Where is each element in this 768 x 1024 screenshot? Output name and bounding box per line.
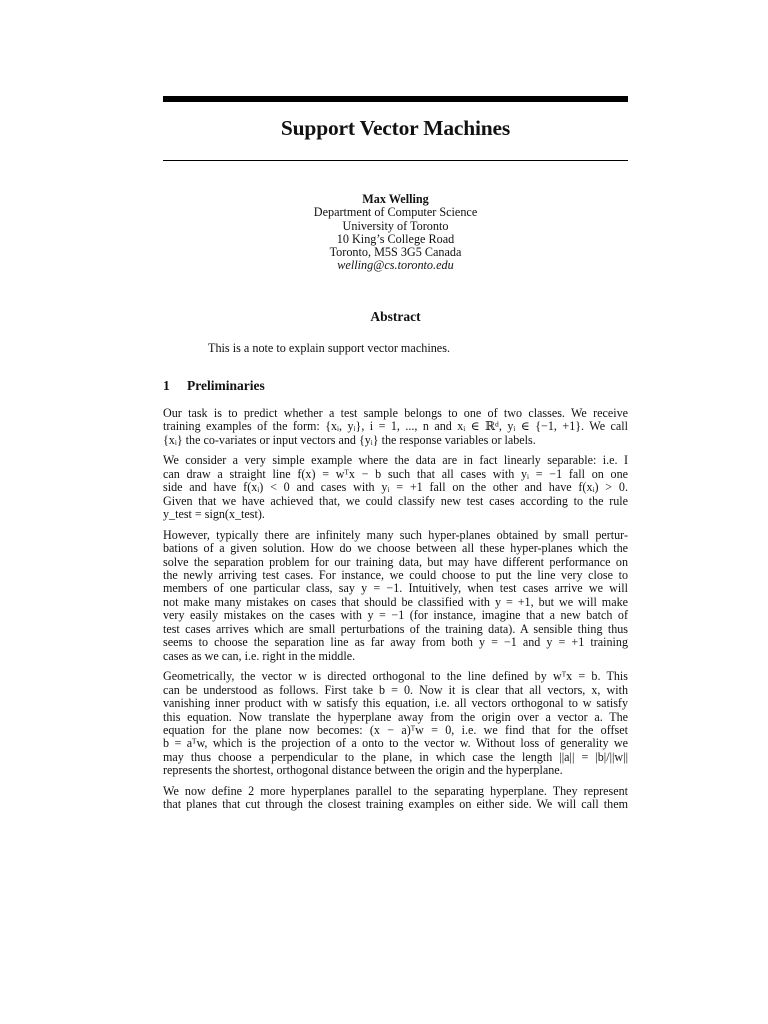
section-title: Preliminaries (187, 378, 265, 393)
text-line: training examples of the form: {xᵢ, yᵢ}, i = 1, ..., n and xᵢ ∈ ℝᵈ, yᵢ ∈ {−1, +1}. We call (163, 419, 628, 434)
text-line: can draw a straight line f(x) = wᵀx − b such that all cases with yᵢ = −1 fall on one (163, 466, 628, 481)
section-body (163, 407, 628, 819)
text-line: We consider a very simple example where the data are in fact linearly separable: i.e. I (163, 453, 628, 468)
text-line: vanishing inner product with w satisfy this equation, i.e. all vectors orthogonal to w satisfy (163, 696, 628, 711)
text-line: However, typically there are infinitely many such hyper-planes obtained by small pertur- (163, 527, 628, 542)
affiliation-line: 10 King’s College Road (336, 231, 455, 246)
text-line: this equation. Now translate the hyperplane away from the origin over a vector a. The (163, 709, 628, 724)
text-line: that planes that cut through the closest training examples on either side. We will call them (163, 797, 628, 812)
text-line: equation for the plane now becomes: (x − a)ᵀw = 0, i.e. we find that for the offset (163, 722, 628, 737)
text-line: test cases arrives which are small perturbations of the training data). A sensible thing thus (163, 621, 628, 636)
abstract-text: This is a note to explain support vector machines. (208, 341, 451, 355)
text-line: seems to choose the separation line as far away from both y = −1 and y = +1 training (163, 635, 628, 650)
text-line: We now define 2 more hyperplanes parallel to the separating hyperplane. They represent (163, 783, 628, 798)
paragraph (163, 529, 628, 664)
paper-title: Support Vector Machines (280, 116, 511, 140)
affiliation-line: Toronto, M5S 3G5 Canada (329, 245, 462, 260)
text-line: bations of a given solution. How do we choose between all these hyper-planes which the (163, 541, 628, 556)
affiliation-line: University of Toronto (342, 218, 449, 233)
text-line: very easily mistakes on the cases with y = −1 (for instance, imagine that a new batch of (163, 608, 628, 623)
paragraph (163, 454, 628, 521)
text-line: may thus choose a perpendicular to the plane, in which case the length ||a|| = |b|/||w|| (163, 749, 628, 764)
text-line: members of one particular class, say y = −1. Intuitively, when test cases arrive we will (163, 581, 628, 596)
paragraph (163, 670, 628, 778)
abstract-heading: Abstract (370, 309, 421, 324)
affiliation-line: Department of Computer Science (313, 205, 478, 220)
section-number: 1 (163, 378, 170, 393)
text-line: Given that we have achieved that, we could classify new test cases according to the rule (163, 493, 628, 508)
text-line: side and have f(xᵢ) < 0 and cases with yᵢ = +1 fall on the other and have f(xᵢ) > 0. (163, 480, 628, 495)
text-line: {xᵢ} the co-variates or input vectors and {yᵢ} the response variables or labels. (163, 432, 536, 447)
text-line: the newly arriving test cases. For instance, we could choose to put the line very close to (163, 567, 628, 582)
text-line: y_test = sign(x_test). (163, 507, 265, 522)
text-line: solve the separation problem for our training data, but may have different performance on (163, 554, 628, 569)
text-line: Geometrically, the vector w is directed orthogonal to the line defined by wᵀx = b. This (163, 669, 628, 684)
text-line: cases as we can, i.e. right in the middle. (163, 648, 356, 663)
text-line: can be understood as follows. First take b = 0. Now it is clear that all vectors, x, with (163, 682, 628, 697)
paragraph (163, 407, 628, 447)
author-block (163, 193, 628, 273)
text-line: represents the shortest, orthogonal distance between the origin and the hyperplane. (163, 763, 563, 778)
author-email: welling@cs.toronto.edu (337, 258, 454, 273)
author-name: Max Welling (362, 192, 429, 206)
text-line: not make many mistakes on cases that should be classified with y = +1, but we will make (163, 594, 628, 609)
text-line: Our task is to predict whether a test sample belongs to one of two classes. We receive (163, 406, 628, 420)
paragraph (163, 785, 628, 812)
text-line: b = aᵀw, which is the projection of a onto to the vector w. Without loss of generality we (163, 736, 628, 751)
title-rule-bottom (163, 160, 628, 161)
section-heading (163, 378, 265, 394)
title-rule-top (163, 96, 628, 102)
